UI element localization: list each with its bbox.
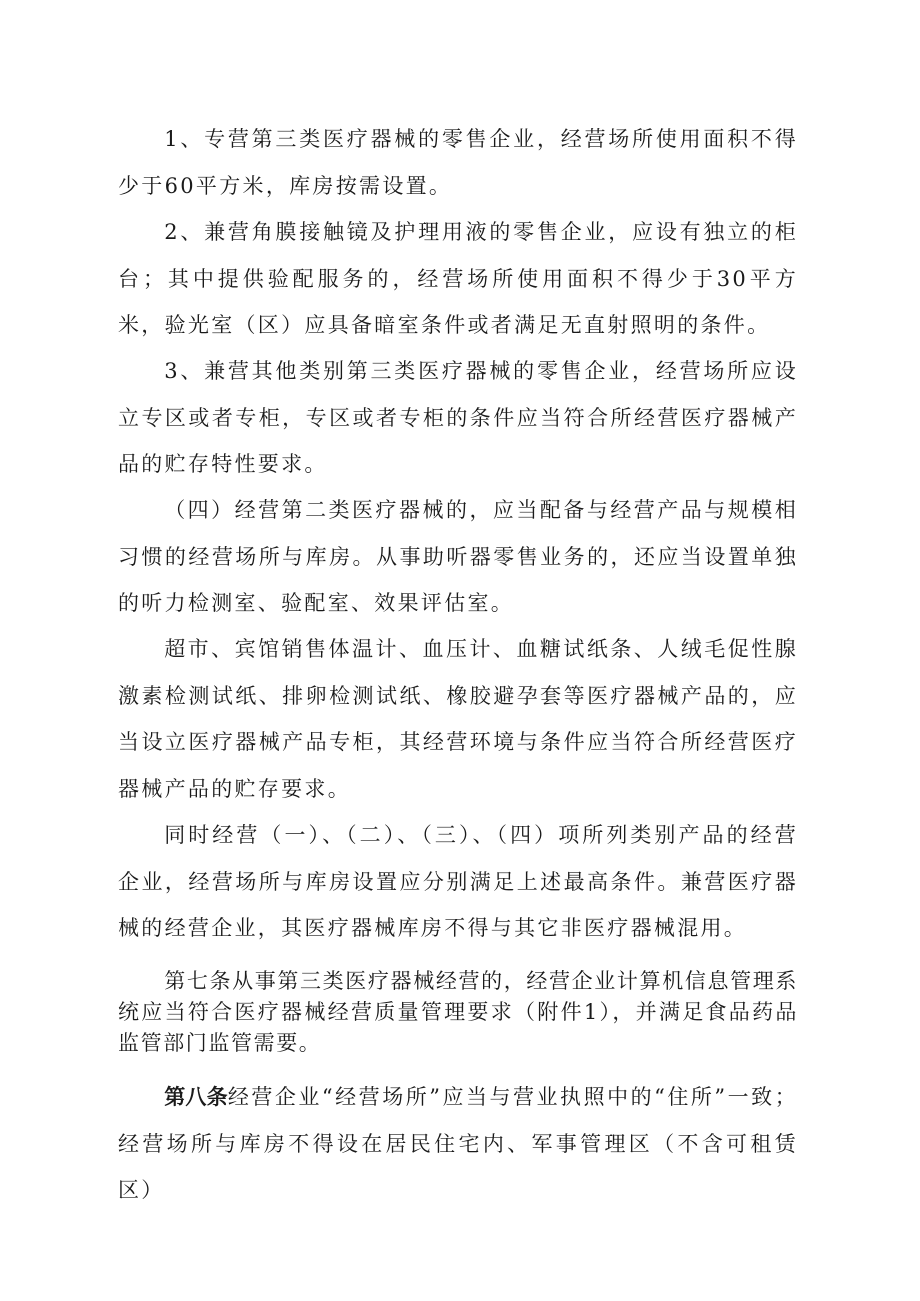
- paragraph-6: 同时经营（一）、（二）、（三）、（四）项所列类别产品的经营企业，经营场所与库房设置应分别满足上述最高条件。兼营医疗器械的经营企业，其医疗器械库房不得与其它非医疗器械混用。: [118, 823, 798, 940]
- paragraph-1: 1、专营第三类医疗器械的零售企业，经营场所使用面积不得少于60平方米，库房按需设置。: [118, 127, 798, 198]
- paragraph-5: 超市、宾馆销售体温计、血压计、血糖试纸条、人绒毛促性腺激素检测试纸、排卵检测试纸、橡胶避孕套等医疗器械产品的，应当设立医疗器械产品专柜，其经营环境与条件应当符合所经营医疗器械产品的贮存要求。: [118, 637, 798, 801]
- article-heading: 第八条: [164, 1085, 228, 1109]
- paragraph-4: （四）经营第二类医疗器械的，应当配备与经营产品与规模相习惯的经营场所与库房。从事助听器零售业务的，还应当设置单独的听力检测室、验配室、效果评估室。: [118, 498, 798, 615]
- paragraph-2: 2、兼营角膜接触镜及护理用液的零售企业，应设有独立的柜台；其中提供验配服务的，经营场所使用面积不得少于30平方米，验光室（区）应具备暗室条件或者满足无直射照明的条件。: [118, 220, 798, 337]
- paragraph-7: 第七条从事第三类医疗器械经营的，经营企业计算机信息管理系统应当符合医疗器械经营质量管理要求（附件1），并满足食品药品监管部门监管需要。: [118, 969, 798, 1055]
- paragraph-3: 3、兼营其他类别第三类医疗器械的零售企业，经营场所应设立专区或者专柜，专区或者专柜的条件应当符合所经营医疗器械产品的贮存特性要求。: [118, 359, 798, 476]
- paragraph-8: [118, 1074, 798, 1214]
- paragraph-8-text: 经营企业“经营场所”应当与营业执照中的“住所”一致；经营场所与库房不得设在居民住宅内、军事管理区（不含可租赁区）: [118, 1085, 798, 1202]
